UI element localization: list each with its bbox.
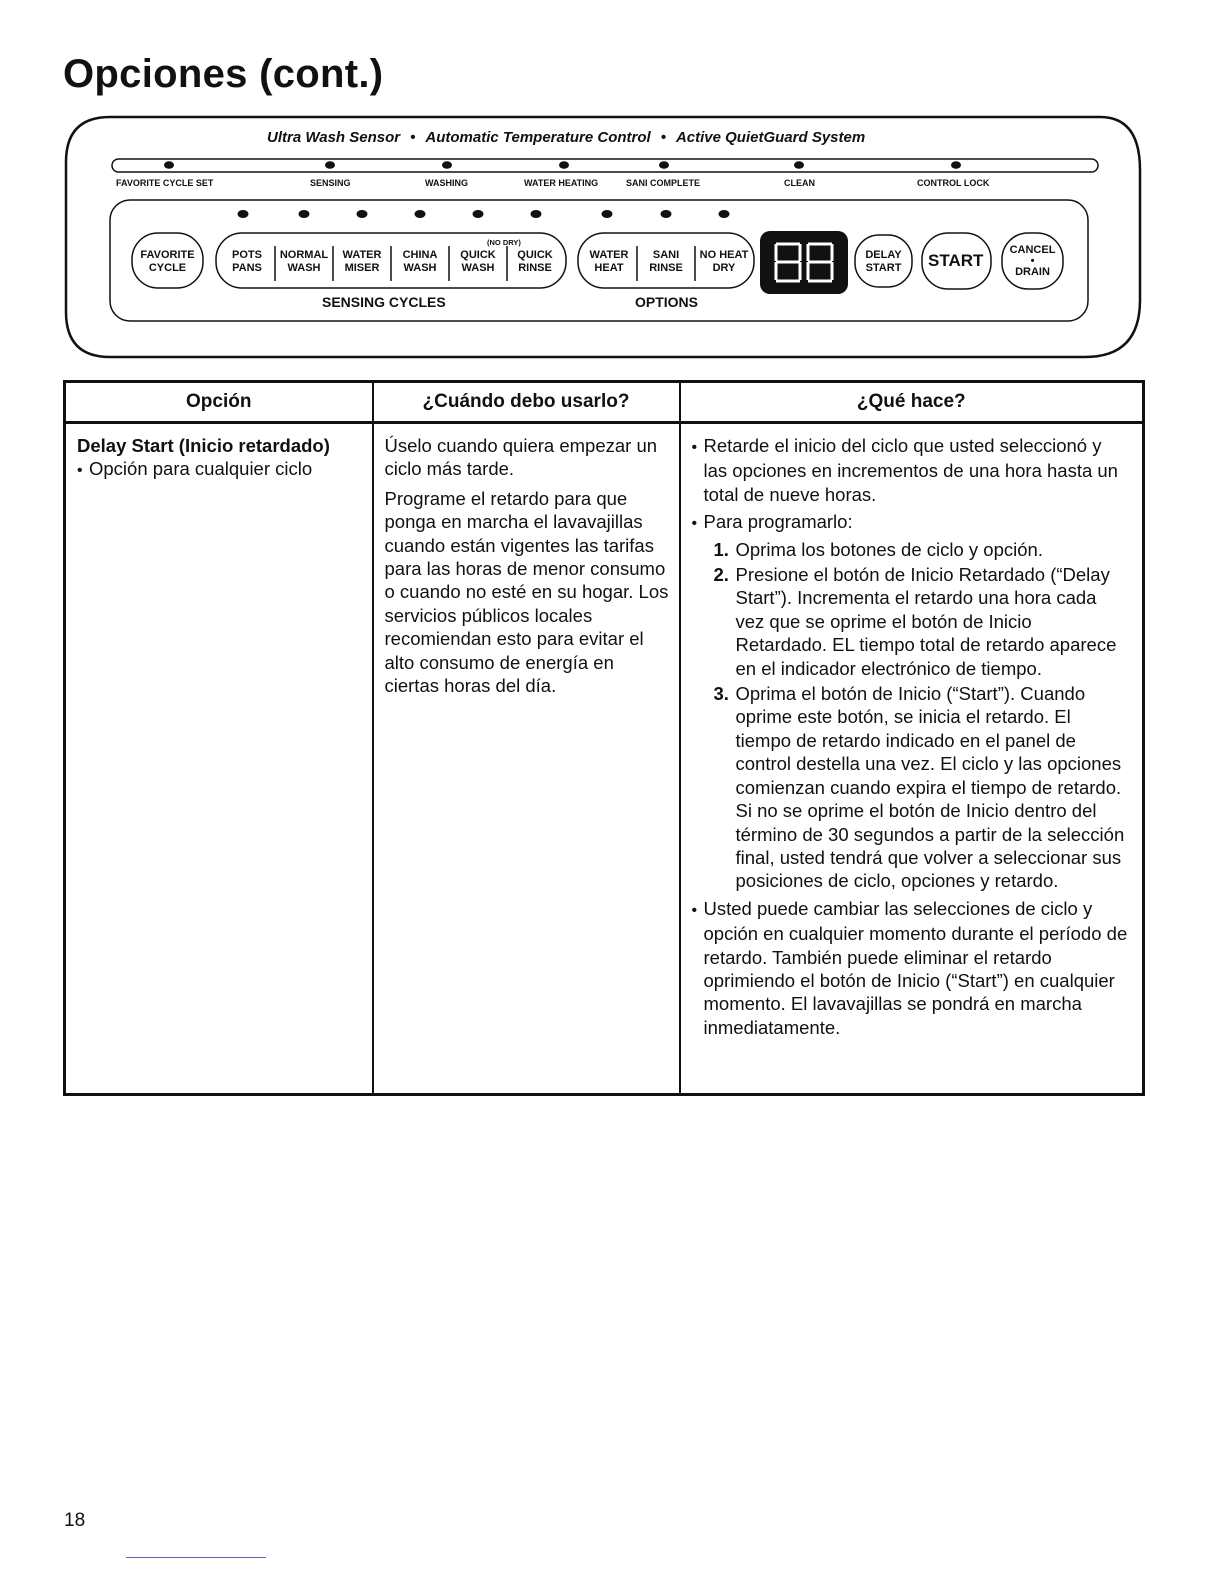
what-cell (680, 423, 1144, 1095)
start-button-label: START (928, 251, 984, 270)
cycle-button-quick-rinse (508, 249, 562, 275)
cycle-button-pots-pans (221, 249, 273, 275)
favorite-line-1: FAVORITE (140, 249, 195, 261)
cycle-line-2: WASH (461, 262, 495, 274)
option-line-1: WATER (589, 249, 629, 261)
cycle-line-2: WASH (287, 262, 321, 274)
cycle-line-1: WATER (342, 249, 382, 261)
digital-display (760, 231, 848, 294)
led-no-heat-dry (719, 210, 730, 218)
options-label: OPTIONS (635, 294, 699, 310)
option-button-no-heat-dry (696, 249, 752, 275)
control-panel-illustration (0, 0, 1224, 380)
button-led-dots (238, 210, 730, 218)
status-label-favorite-set: FAVORITE CYCLE SET (116, 178, 214, 188)
option-line-1: SANI (652, 249, 680, 261)
step-number: 2. (713, 564, 729, 586)
led-water-heat (602, 210, 613, 218)
status-strip (112, 159, 1098, 172)
step-number: 3. (713, 683, 729, 705)
sensing-cycles-label: SENSING CYCLES (322, 294, 446, 310)
steps-list (714, 538, 1129, 893)
feature-quietguard: Active QuietGuard System (675, 129, 866, 146)
option-line-2: HEAT (594, 262, 624, 274)
option-note-text: Opción para cualquier ciclo (89, 458, 313, 480)
delay-start-button-label (857, 249, 910, 275)
cycle-line-2: WASH (403, 262, 437, 274)
when-cell (373, 423, 680, 1095)
option-note (77, 457, 362, 482)
cycle-line-1: POTS (232, 249, 262, 261)
step-text: Presione el botón de Inicio Retardado (“Delay Start”). Incrementa el retardo una hora cada vez que se oprime el botón de Inicio Retardado. EL tiempo total de retardo aparece en el indicador electrónico de tiempo. (735, 564, 1117, 679)
option-button-water-heat (582, 249, 636, 275)
option-cell (65, 423, 373, 1095)
delay-line-2: START (865, 262, 902, 274)
status-led-dots (164, 161, 961, 169)
header-when: ¿Cuándo debo usarlo? (373, 382, 680, 423)
step-number: 1. (713, 538, 729, 560)
feature-separator: • (410, 129, 416, 146)
cycle-line-1: CHINA (402, 249, 438, 261)
cycle-button-normal-wash (276, 249, 332, 275)
cancel-line-2: DRAIN (1015, 266, 1050, 278)
what-bullet-2-text: Para programarlo: (703, 511, 853, 533)
cycle-line-2: RINSE (518, 262, 552, 274)
led-favorite-set (164, 161, 174, 169)
cancel-dot: • (1030, 255, 1035, 267)
page-title: Opciones (cont.) (63, 52, 384, 96)
cancel-drain-button-label (1004, 245, 1061, 278)
led-water-miser (357, 210, 368, 218)
step-item (714, 682, 1129, 893)
led-clean (794, 161, 804, 169)
led-sani-complete (659, 161, 669, 169)
cycle-line-1: QUICK (460, 249, 496, 261)
header-option: Opción (65, 382, 373, 423)
status-label-washing: WASHING (425, 178, 469, 188)
step-item (714, 538, 1129, 561)
status-label-clean: CLEAN (784, 178, 815, 188)
led-sensing (325, 161, 335, 169)
footer-rule (126, 1557, 266, 1558)
option-line-1: NO HEAT (699, 249, 749, 261)
what-bullet-3-text: Usted puede cambiar las selecciones de ciclo y opción en cualquier momento durante el período de retardo. También puede eliminar el retardo oprimiendo el botón de Inicio (“Start”) en cualquier momento. El lavavajillas se pondrá en marcha inmediatamente. (703, 897, 1128, 1038)
cycle-button-china-wash (392, 249, 448, 275)
led-sani-rinse (661, 210, 672, 218)
when-paragraph-1: Úselo cuando quiera empezar un ciclo más tarde. (384, 435, 658, 480)
favorite-line-2: CYCLE (148, 262, 187, 274)
page-number: 18 (64, 1510, 86, 1531)
led-normal-wash (299, 210, 310, 218)
step-item (714, 563, 1129, 680)
option-button-sani-rinse (638, 249, 694, 275)
what-bullet-2 (692, 510, 1129, 535)
options-table (63, 380, 1145, 1096)
step-text: Oprima el botón de Inicio (“Start”). Cuando oprime este botón, se inicia el retardo. El tiempo de retardo indicado en el panel de control destella una vez. El ciclo y las opciones comienzan cuando expira el tiempo de retardo. Si no se oprime el botón de Inicio dentro del término de 30 segundos a partir de la selección final, usted tendrá que volver a seleccionar sus posiciones de ciclo, opciones y retardo. (735, 683, 1125, 892)
cycle-line-1: QUICK (517, 249, 553, 261)
led-china-wash (415, 210, 426, 218)
cycle-line-2: MISER (344, 262, 380, 274)
cycle-button-quick-wash (450, 249, 506, 275)
status-label-control-lock: CONTROL LOCK (917, 178, 990, 188)
control-panel-drawing (0, 0, 1224, 380)
when-paragraph-2: Programe el retardo para que ponga en marcha el lavavajillas cuando están vigentes las tarifas para las horas de menor consumo o cuando no esté en su hogar. Los servicios públicos locales recomiendan esto para evitar el alto consumo de energía en ciertas horas del día. (384, 487, 669, 697)
option-name: Delay Start (Inicio retardado) (77, 435, 330, 456)
status-label-sani-complete: SANI COMPLETE (626, 178, 701, 188)
panel-feature-tagline (267, 129, 917, 146)
led-washing (442, 161, 452, 169)
what-bullet-1 (692, 434, 1129, 506)
favorite-cycle-button-label (136, 249, 199, 275)
led-quick-rinse (531, 210, 542, 218)
led-pots-pans (238, 210, 249, 218)
cycle-button-water-miser (334, 249, 390, 275)
cycle-line-1: NORMAL (279, 249, 329, 261)
led-water-heating (559, 161, 569, 169)
header-what: ¿Qué hace? (680, 382, 1144, 423)
feature-ultra-wash: Ultra Wash Sensor (267, 129, 401, 146)
what-bullet-3 (692, 897, 1129, 1039)
cycle-line-2: PANS (232, 262, 262, 274)
table-header-row (65, 382, 1144, 423)
option-line-2: DRY (712, 262, 736, 274)
status-label-water-heating: WATER HEATING (524, 178, 599, 188)
feature-temperature-control: Automatic Temperature Control (425, 129, 651, 146)
option-line-2: RINSE (649, 262, 683, 274)
led-control-lock (951, 161, 961, 169)
what-bullet-1-text: Retarde el inicio del ciclo que usted seleccionó y las opciones en incrementos de una hora hasta un total de nueve horas. (703, 435, 1118, 505)
cancel-line-1: CANCEL (1009, 244, 1056, 256)
table-row (65, 423, 1144, 1095)
status-label-sensing: SENSING (310, 178, 351, 188)
no-dry-note: (NO DRY) (487, 238, 521, 247)
led-quick-wash (473, 210, 484, 218)
feature-separator: • (660, 129, 666, 146)
delay-line-1: DELAY (865, 249, 902, 261)
step-text: Oprima los botones de ciclo y opción. (735, 538, 1043, 560)
